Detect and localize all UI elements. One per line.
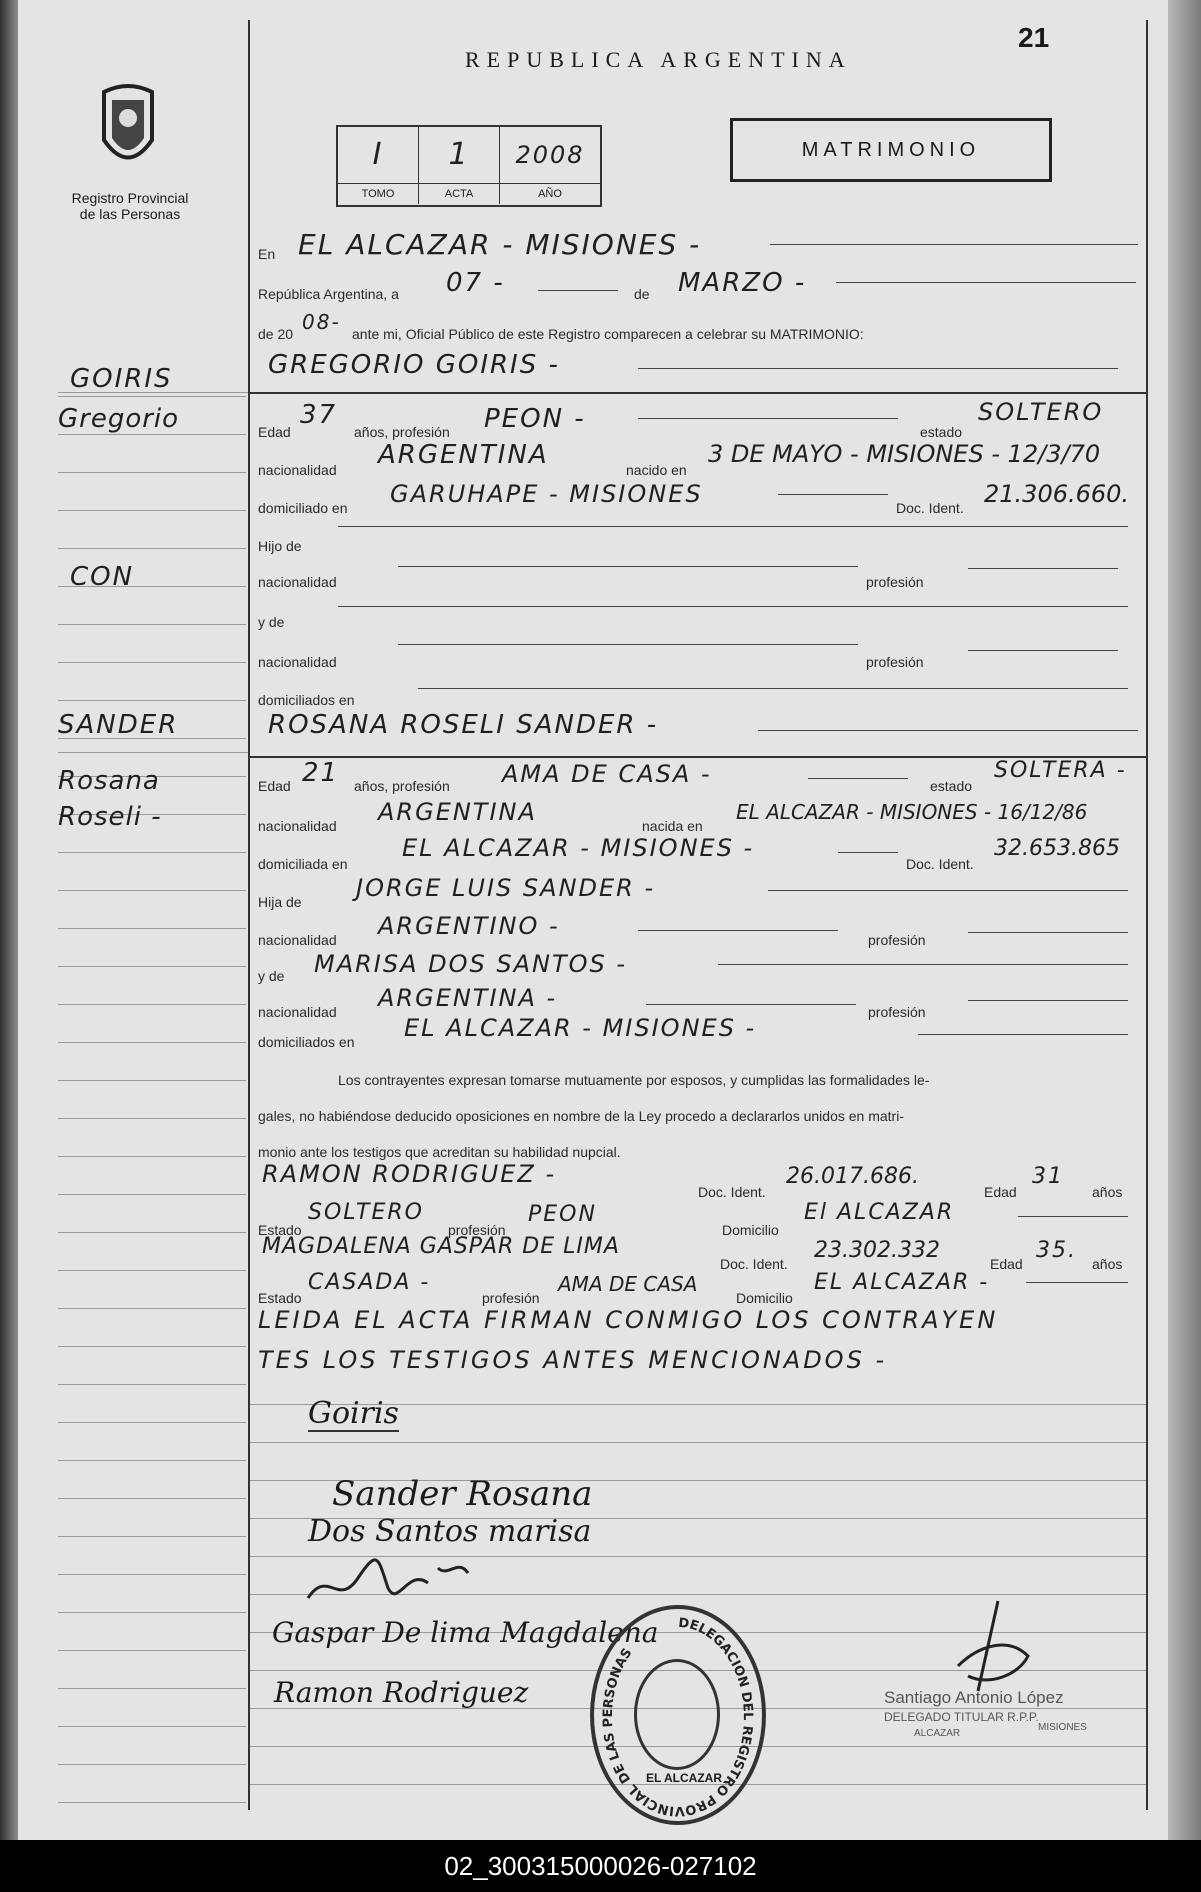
country-heading: REPUBLICA ARGENTINA	[465, 47, 852, 72]
bride-nacida-label: nacida en	[642, 818, 703, 834]
registry-line-1: Registro Provincial	[71, 190, 189, 206]
bride-profesion2-label: profesión	[868, 932, 926, 948]
registry-logo-icon	[96, 80, 160, 180]
fill-line	[638, 418, 898, 419]
record-box	[336, 125, 602, 207]
witness-1-profesion-label: profesión	[448, 1222, 506, 1238]
ruled-line	[58, 890, 246, 891]
witness-1-anos-label: años	[1092, 1184, 1123, 1200]
groom-nacido-label: nacido en	[626, 462, 687, 478]
ruled-line	[58, 396, 246, 397]
margin-rule	[248, 20, 250, 1810]
groom-nacionalidad-label: nacionalidad	[258, 462, 337, 478]
witness-2-profesion-label: profesión	[482, 1290, 540, 1306]
fill-line	[1026, 1282, 1128, 1283]
scan-id-footer: 02_300315000026-027102	[0, 1840, 1201, 1892]
en-label: En	[258, 246, 276, 262]
record-type-box: MATRIMONIO	[730, 118, 1052, 182]
marriage-place: EL ALCAZAR - MISIONES -	[298, 228, 702, 261]
ruled-line	[58, 1042, 246, 1043]
ruled-line	[58, 434, 246, 435]
bride-yde-label: y de	[258, 968, 285, 984]
bride-domiciliada-label: domiciliada en	[258, 856, 348, 872]
groom-estado-label: estado	[920, 424, 963, 440]
ruled-line	[58, 548, 246, 549]
fill-line	[1018, 1216, 1128, 1217]
ruled-line	[58, 928, 246, 929]
ruled-line	[58, 1688, 246, 1689]
witness-2-profession: AMA DE CASA	[558, 1272, 698, 1296]
groom-age: 37	[300, 400, 338, 430]
seal-emblem-icon	[634, 1659, 720, 1770]
ruled-line	[58, 662, 246, 663]
ruled-line	[58, 1650, 246, 1651]
fill-line	[968, 650, 1118, 651]
margin-bride-name-2: Roseli -	[58, 802, 162, 832]
tomo-value: I	[338, 127, 419, 183]
ano-value: 2008	[515, 141, 585, 169]
section-rule	[250, 392, 1146, 394]
fill-line	[638, 368, 1118, 369]
official-seal	[590, 1605, 766, 1825]
witness-1-estado: SOLTERO	[308, 1200, 424, 1225]
margin-groom-surname: GOIRIS	[70, 364, 173, 394]
witness-2-age: 35.	[1036, 1238, 1077, 1263]
registry-name	[62, 190, 198, 222]
witness-2-estado: CASADA -	[308, 1270, 431, 1295]
fill-line	[968, 568, 1118, 569]
official-title: DELEGADO TITULAR R.P.P.	[884, 1710, 1039, 1724]
groom-profesion2-label: profesión	[866, 574, 924, 590]
witness-1-edad-label: Edad	[984, 1184, 1017, 1200]
fill-line	[918, 1034, 1128, 1035]
document-page	[18, 0, 1168, 1840]
bride-edad-label: Edad	[258, 778, 291, 794]
fill-line	[718, 964, 1128, 965]
ruled-line	[58, 510, 246, 511]
fill-line	[638, 930, 838, 931]
bride-estado: SOLTERA -	[994, 758, 1127, 783]
ruled-line	[58, 1384, 246, 1385]
fill-line	[968, 932, 1128, 933]
fill-line	[398, 644, 858, 645]
intro-text: ante mi, Oficial Público de este Registro comparecen a celebrar su MATRIMONIO:	[352, 326, 864, 342]
ruled-line	[58, 1536, 246, 1537]
ruled-line	[58, 1422, 246, 1423]
groom-domiciliados-label: domiciliados en	[258, 692, 355, 708]
ruled-line	[58, 1612, 246, 1613]
ruled-line	[58, 852, 246, 853]
witness-2-doc-label: Doc. Ident.	[720, 1256, 788, 1272]
official-place-1: ALCAZAR	[914, 1728, 961, 1739]
ruled-line	[58, 1156, 246, 1157]
ruled-line	[58, 1194, 246, 1195]
witness-1-name: RAMON RODRIGUEZ -	[262, 1160, 557, 1188]
fill-line	[418, 688, 1128, 689]
groom-estado: SOLTERO	[978, 398, 1104, 426]
groom-edad-label: Edad	[258, 424, 291, 440]
closing-line-1: LEIDA EL ACTA FIRMAN CONMIGO LOS CONTRAYEN	[258, 1306, 999, 1334]
margin-con: CON	[70, 562, 135, 592]
witness-1-domicile: El ALCAZAR	[804, 1200, 955, 1225]
marriage-month: MARZO -	[678, 268, 807, 298]
bride-mother: MARISA DOS SANTOS -	[314, 950, 628, 978]
ruled-line	[58, 1574, 246, 1575]
republica-label: República Argentina, a	[258, 286, 399, 302]
signature-groom: Goiris	[308, 1396, 399, 1431]
bride-profesion3-label: profesión	[868, 1004, 926, 1020]
groom-domicile: GARUHAPE - MISIONES	[390, 480, 703, 508]
ruled-line	[58, 1232, 246, 1233]
fill-line	[646, 1004, 856, 1005]
groom-yde-label: y de	[258, 614, 285, 630]
ruled-line	[58, 966, 246, 967]
fill-line	[338, 526, 1128, 527]
ruled-line	[58, 1764, 246, 1765]
groom-profesion3-label: profesión	[866, 654, 924, 670]
witness-2-domicilio-label: Domicilio	[736, 1290, 793, 1306]
bride-nacionalidad3-label: nacionalidad	[258, 1004, 337, 1020]
marriage-day: 07 -	[446, 268, 505, 298]
bride-nacionalidad-label: nacionalidad	[258, 818, 337, 834]
fill-line	[808, 778, 908, 779]
groom-hijo-label: Hijo de	[258, 538, 302, 554]
ruled-line	[58, 1346, 246, 1347]
witness-1-estado-label: Estado	[258, 1222, 302, 1238]
bride-nacionalidad2-label: nacionalidad	[258, 932, 337, 948]
groom-birth: 3 DE MAYO - MISIONES - 12/3/70	[708, 440, 1101, 468]
binding-shadow	[0, 0, 18, 1840]
statement-line-3: monio ante los testigos que acreditan su habilidad nupcial.	[258, 1144, 621, 1160]
bride-profesion-label: años, profesión	[354, 778, 450, 794]
ruled-line	[58, 1270, 246, 1271]
witness-2-anos-label: años	[1092, 1256, 1123, 1272]
acta-label: ACTA	[419, 183, 500, 204]
right-rule	[1146, 20, 1148, 1810]
bride-profession: AMA DE CASA -	[502, 760, 712, 788]
fill-line	[398, 566, 858, 567]
bride-domiciliados-label: domiciliados en	[258, 1034, 355, 1050]
de-label: de	[634, 286, 650, 302]
ruled-line	[58, 1118, 246, 1119]
fill-line	[758, 730, 1138, 731]
bride-full-name: ROSANA ROSELI SANDER -	[268, 710, 659, 740]
bride-nationality: ARGENTINA	[378, 798, 537, 826]
seal-text: DELEGACION DEL REGISTRO PROVINCIAL DE LAS PERSONAS	[600, 1615, 755, 1819]
closing-line-2: TES LOS TESTIGOS ANTES MENCIONADOS -	[258, 1346, 888, 1374]
ruled-line	[58, 700, 246, 701]
bride-domicile: EL ALCAZAR - MISIONES -	[402, 834, 755, 862]
witness-1-doc: 26.017.686.	[786, 1164, 919, 1189]
groom-nationality: ARGENTINA	[378, 440, 549, 470]
witness-2-doc: 23.302.332	[814, 1238, 940, 1263]
groom-profesion-label: años, profesión	[354, 424, 450, 440]
groom-profession: PEON -	[484, 404, 586, 434]
ano-label: AÑO	[500, 183, 600, 204]
ruled-line	[58, 1080, 246, 1081]
witness-2-estado-label: Estado	[258, 1290, 302, 1306]
signature-witness-2: Gaspar De lima Magdalena	[272, 1616, 659, 1649]
groom-nacionalidad3-label: nacionalidad	[258, 654, 337, 670]
fill-line	[778, 494, 888, 495]
ruled-line	[58, 624, 246, 625]
bride-age: 21	[302, 758, 340, 788]
official-place-2: MISIONES	[1038, 1722, 1087, 1733]
groom-domiciliado-label: domiciliado en	[258, 500, 348, 516]
signature-mother: Dos Santos marisa	[308, 1514, 592, 1549]
statement-line-1: Los contrayentes expresan tomarse mutuamente por esposos, y cumplidas las formalidades le-	[338, 1072, 930, 1088]
bride-father-nationality: ARGENTINO -	[378, 912, 560, 940]
bride-mother-nationality: ARGENTINA -	[378, 984, 558, 1012]
witness-1-profession: PEON	[528, 1202, 597, 1227]
margin-bride-name-1: Rosana	[58, 766, 160, 796]
ruled-line	[58, 1498, 246, 1499]
ruled-line	[58, 472, 246, 473]
tomo-label: TOMO	[338, 183, 419, 204]
fill-line	[338, 606, 1128, 607]
bride-father: JORGE LUIS SANDER -	[356, 874, 656, 902]
signature-father	[298, 1548, 498, 1618]
witness-2-edad-label: Edad	[990, 1256, 1023, 1272]
witness-2-domicile: EL ALCAZAR -	[814, 1270, 990, 1295]
signature-bride: Sander Rosana	[332, 1474, 593, 1514]
groom-full-name: GREGORIO GOIRIS -	[268, 350, 560, 380]
bride-parents-domicile: EL ALCAZAR - MISIONES -	[404, 1014, 757, 1042]
official-name: Santiago Antonio López	[884, 1688, 1064, 1707]
groom-doc: 21.306.660.	[984, 480, 1130, 508]
bride-doc: 32.653.865	[994, 836, 1120, 861]
ruled-line	[250, 1442, 1146, 1443]
bride-hija-label: Hija de	[258, 894, 302, 910]
bride-doc-label: Doc. Ident.	[906, 856, 974, 872]
groom-nacionalidad2-label: nacionalidad	[258, 574, 337, 590]
acta-value: 1	[419, 127, 500, 183]
fill-line	[968, 1000, 1128, 1001]
ruled-line	[58, 1802, 246, 1803]
groom-doc-label: Doc. Ident.	[896, 500, 964, 516]
ruled-line	[58, 1004, 246, 1005]
statement-line-2: gales, no habiéndose deducido oposiciones en nombre de la Ley procedo a declararlos unidos en matri-	[258, 1108, 904, 1124]
margin-bride-surname: SANDER	[58, 710, 179, 740]
signature-witness-1: Ramon Rodriguez	[274, 1676, 529, 1709]
marriage-year: 08-	[302, 310, 341, 334]
ruled-line	[58, 1308, 246, 1309]
registry-line-2: de las Personas	[79, 206, 181, 222]
ruled-line	[58, 752, 248, 753]
bride-birth: EL ALCAZAR - MISIONES - 16/12/86	[736, 800, 1088, 824]
ruled-line	[58, 1726, 246, 1727]
fill-line	[836, 282, 1136, 283]
fill-line	[770, 244, 1138, 245]
fill-line	[838, 852, 898, 853]
margin-groom-name: Gregorio	[58, 404, 180, 434]
witness-1-doc-label: Doc. Ident.	[698, 1184, 766, 1200]
fill-line	[538, 290, 618, 291]
ruled-line	[58, 1460, 246, 1461]
seal-place: EL ALCAZAR	[646, 1771, 722, 1785]
page-number: 21	[1018, 22, 1050, 53]
witness-1-domicilio-label: Domicilio	[722, 1222, 779, 1238]
year-prefix: de 20	[258, 326, 294, 342]
witness-1-age: 31	[1032, 1164, 1064, 1189]
witness-2-name: MAGDALENA GASPAR DE LIMA	[262, 1234, 620, 1259]
page-edge	[1168, 0, 1201, 1840]
fill-line	[768, 890, 1128, 891]
bride-estado-label: estado	[930, 778, 973, 794]
